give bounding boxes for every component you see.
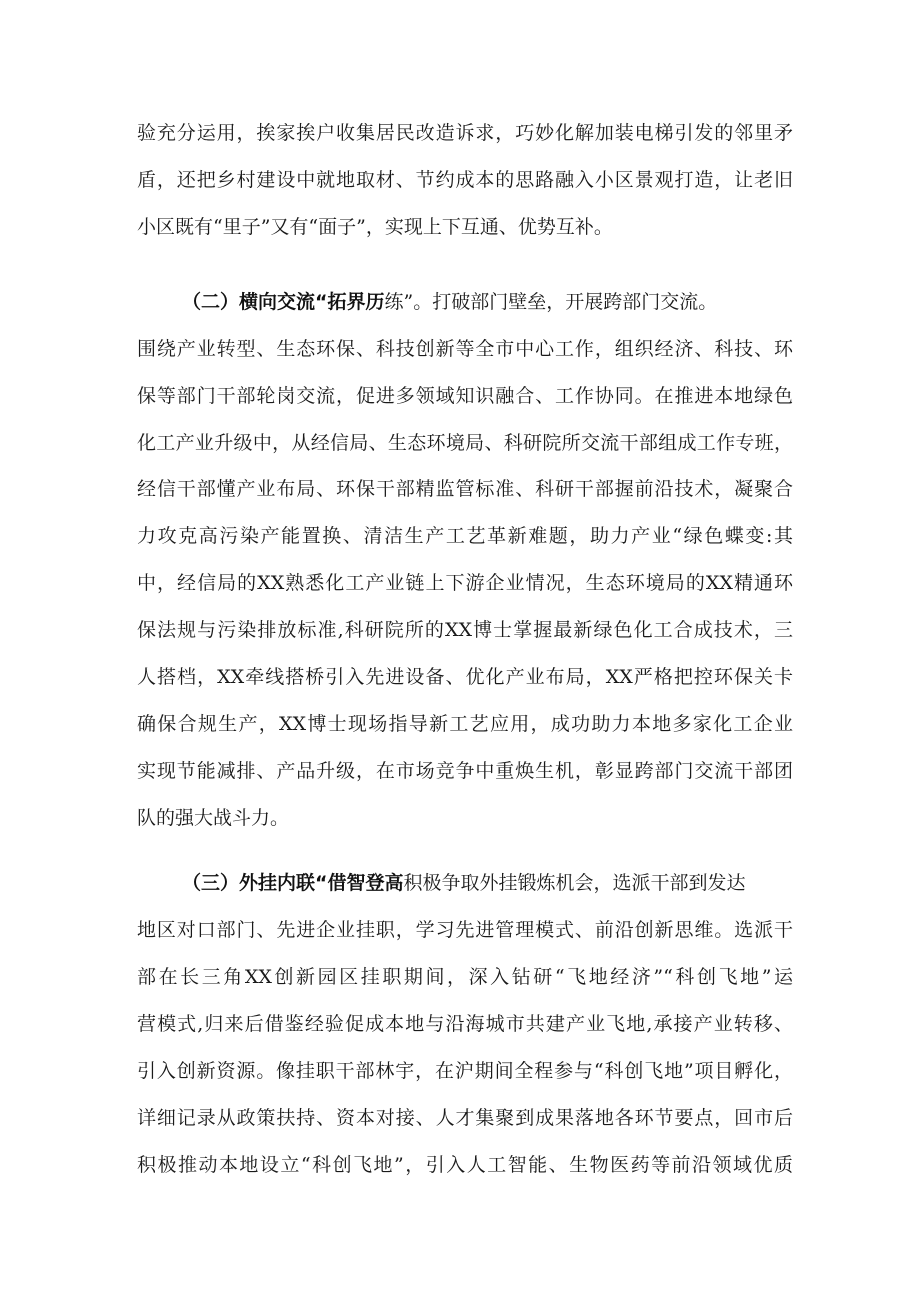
body-text-line: 力攻克高污染产能置换、清洁生产工艺革新难题，助力产业“绿色蝶变:其 xyxy=(137,525,793,547)
section-heading-rest: 积极争取外挂锻炼机会，选派干部到发达 xyxy=(403,872,746,894)
body-text-line: 保法规与污染排放标准,科研院所的XX博士掌握最新绿色化工合成技术，三 xyxy=(137,619,793,641)
body-text-line: 小区既有“里子”又有“面子”，实现上下互通、优势互补。 xyxy=(137,216,613,238)
body-text-line: 营模式,归来后借鉴经验促成本地与沿海城市共建产业飞地,承接产业转移、 xyxy=(137,1013,793,1035)
body-text-line: 地区对口部门、先进企业挂职，学习先进管理模式、前沿创新思维。选派干 xyxy=(137,919,793,941)
section-heading: （二）横向交流“拓界历 xyxy=(182,291,385,313)
section-heading-line xyxy=(182,863,793,903)
body-text-line: 验充分运用，挨家挨户收集居民改造诉求，巧妙化解加装电梯引发的邻里矛 xyxy=(137,122,793,144)
body-text-line: 队的强大战斗力。 xyxy=(137,807,290,829)
body-text-line: 详细记录从政策扶持、资本对接、人才集聚到成果落地各环节要点，回市后 xyxy=(137,1107,793,1129)
body-text-line: 实现节能减排、产品升级，在市场竞争中重焕生机，彰显跨部门交流干部团 xyxy=(137,760,793,782)
body-text-line: 人搭档，XX牵线搭桥引入先进设备、优化产业布局，XX严格把控环保关卡 xyxy=(137,666,793,688)
body-text-line: 中，经信局的XX熟悉化工产业链上下游企业情况，生态环境局的XX精通环 xyxy=(137,572,793,594)
body-text-line: 化工产业升级中，从经信局、生态环境局、科研院所交流干部组成工作专班， xyxy=(137,432,793,454)
section-heading-line xyxy=(182,282,793,322)
section-heading: （三）外挂内联“借智登高 xyxy=(182,872,404,894)
body-text-line: 围绕产业转型、生态环保、科技创新等全市中心工作，组织经济、科技、环 xyxy=(137,338,793,360)
body-text-line: 积极推动本地设立“科创飞地”，引入人工智能、生物医药等前沿领域优质 xyxy=(137,1154,793,1176)
body-text-line: 部在长三角XX创新园区挂职期间，深入钻研“飞地经济”“科创飞地”运 xyxy=(137,966,793,988)
body-text-line: 保等部门干部轮岗交流，促进多领域知识融合、工作协同。在推进本地绿色 xyxy=(137,385,793,407)
body-text-line: 引入创新资源。像挂职干部林宇，在沪期间全程参与“科创飞地”项目孵化， xyxy=(137,1060,793,1082)
section-heading-rest: 练”。打破部门壁垒，开展跨部门交流。 xyxy=(384,291,718,313)
body-text-line: 确保合规生产，XX博士现场指导新工艺应用，成功助力本地多家化工企业 xyxy=(137,713,793,735)
body-text-line: 经信干部懂产业布局、环保干部精监管标准、科研干部握前沿技术，凝聚合 xyxy=(137,478,793,500)
body-text-line: 盾，还把乡村建设中就地取材、节约成本的思路融入小区景观打造，让老旧 xyxy=(137,169,793,191)
